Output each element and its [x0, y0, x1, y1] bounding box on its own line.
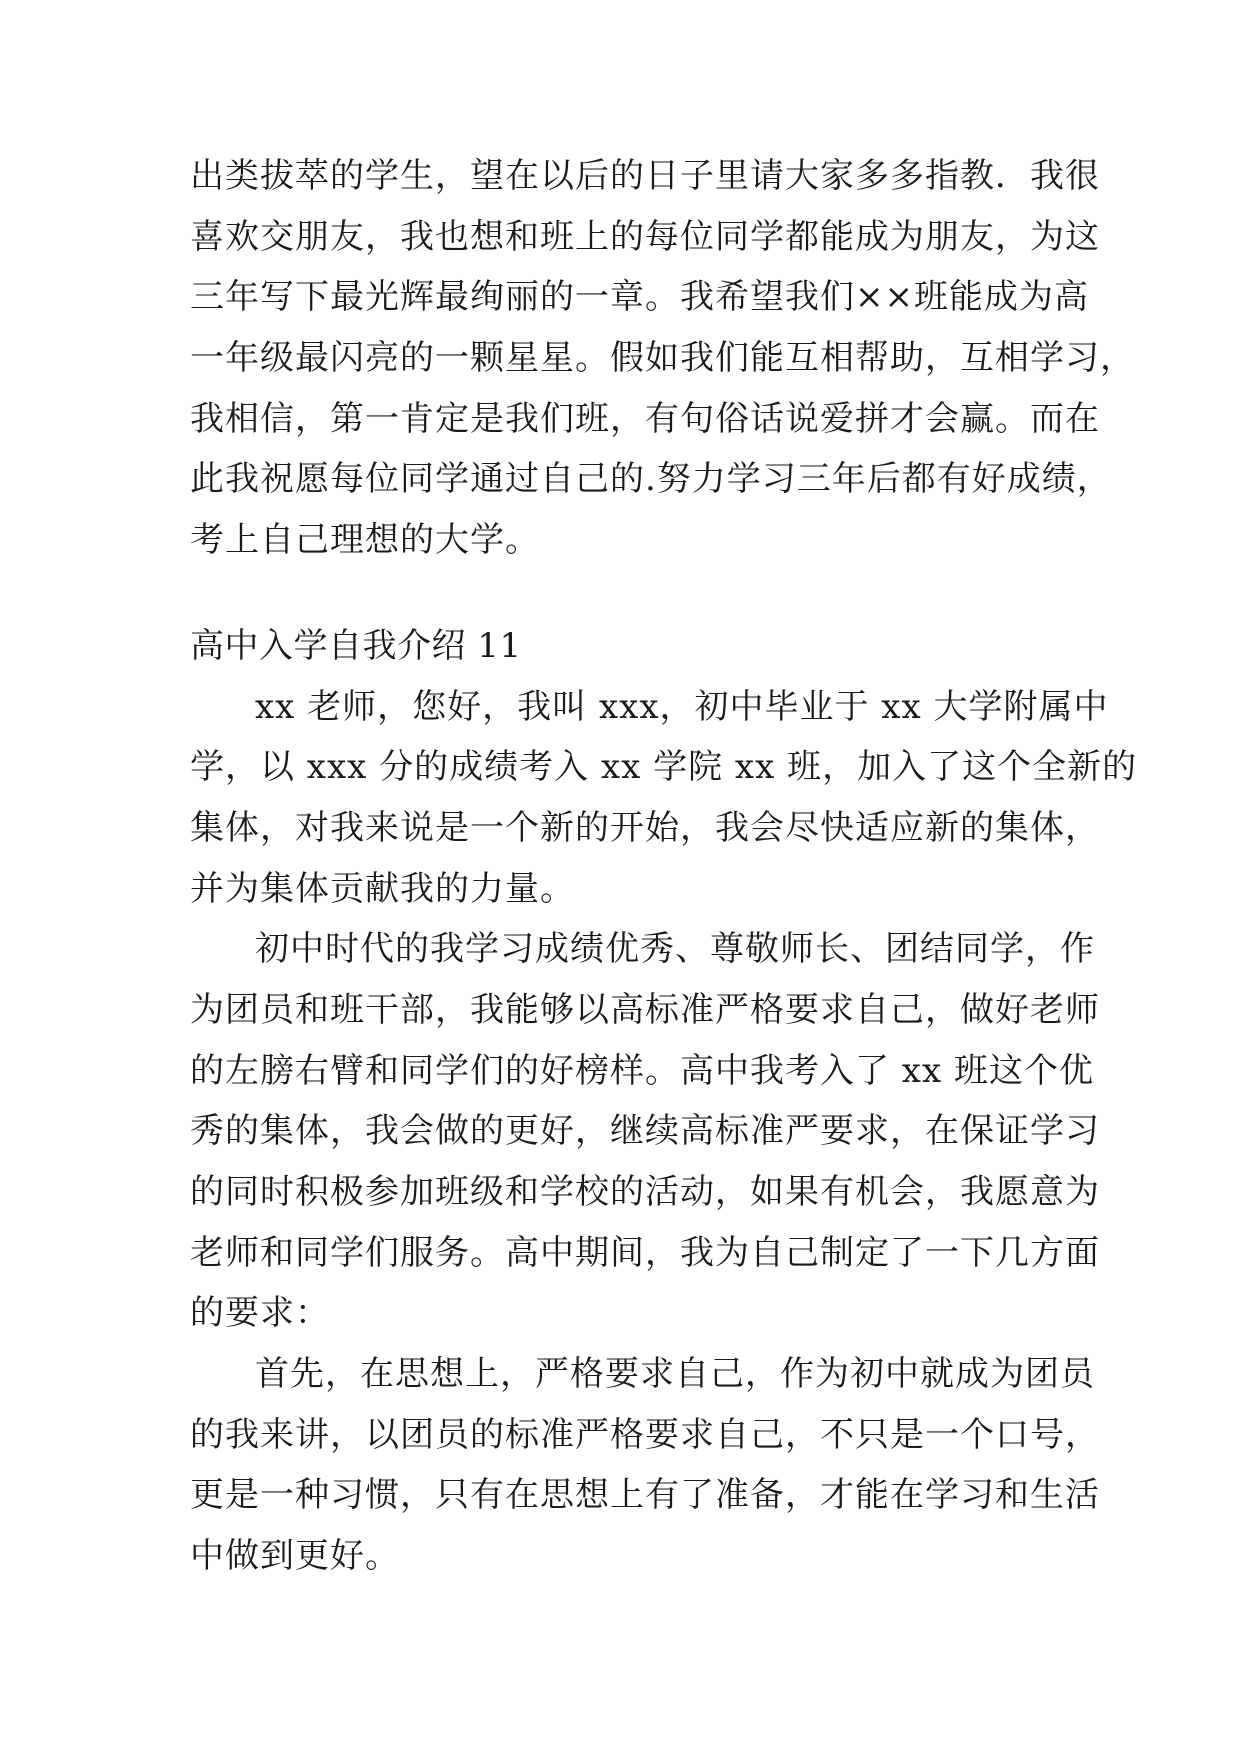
paragraph-line: 的同时积极参加班级和学校的活动，如果有机会，我愿意为 — [190, 1172, 1100, 1212]
paragraph-line: 初中时代的我学习成绩优秀、尊敬师长、团结同学，作 — [255, 929, 1095, 969]
body-text-line: 喜欢交朋友，我也想和班上的每位同学都能成为朋友，为这 — [190, 217, 1100, 257]
body-text-line: 一年级最闪亮的一颗星星。假如我们能互相帮助，互相学习， — [190, 338, 1135, 378]
paragraph-line: 秀的集体，我会做的更好，继续高标准严要求，在保证学习 — [190, 1111, 1100, 1151]
section-heading: 高中入学自我介绍 11 — [190, 626, 522, 666]
paragraph-line: 的要求： — [190, 1293, 330, 1333]
paragraph-line: 的我来讲，以团员的标准严格要求自己，不只是一个口号， — [190, 1415, 1100, 1455]
paragraph-line: 学，以 xxx 分的成绩考入 xx 学院 xx 班，加入了这个全新的 — [190, 747, 1138, 787]
paragraph-line: 中做到更好。 — [190, 1536, 400, 1576]
body-text-line: 三年写下最光辉最绚丽的一章。我希望我们××班能成为高 — [190, 277, 1089, 317]
body-text-line: 我相信，第一肯定是我们班，有句俗话说爱拼才会赢。而在 — [190, 399, 1100, 439]
paragraph-line: xx 老师，您好，我叫 xxx，初中毕业于 xx 大学附属中 — [255, 687, 1109, 727]
paragraph-line: 老师和同学们服务。高中期间，我为自己制定了一下几方面 — [190, 1233, 1100, 1273]
paragraph-line: 为团员和班干部，我能够以高标准严格要求自己，做好老师 — [190, 990, 1100, 1030]
paragraph-line: 首先，在思想上，严格要求自己，作为初中就成为团员 — [255, 1354, 1095, 1394]
body-text-line: 出类拔萃的学生，望在以后的日子里请大家多多指教．我很 — [190, 156, 1100, 196]
paragraph-line: 并为集体贡献我的力量。 — [190, 869, 575, 909]
paragraph-line: 更是一种习惯，只有在思想上有了准备，才能在学习和生活 — [190, 1475, 1100, 1515]
body-text-line: 考上自己理想的大学。 — [190, 520, 540, 560]
body-text-line: 此我祝愿每位同学通过自己的.努力学习三年后都有好成绩， — [190, 459, 1112, 499]
paragraph-line: 的左膀右臂和同学们的好榜样。高中我考入了 xx 班这个优 — [190, 1051, 1094, 1091]
paragraph-line: 集体，对我来说是一个新的开始，我会尽快适应新的集体， — [190, 808, 1100, 848]
